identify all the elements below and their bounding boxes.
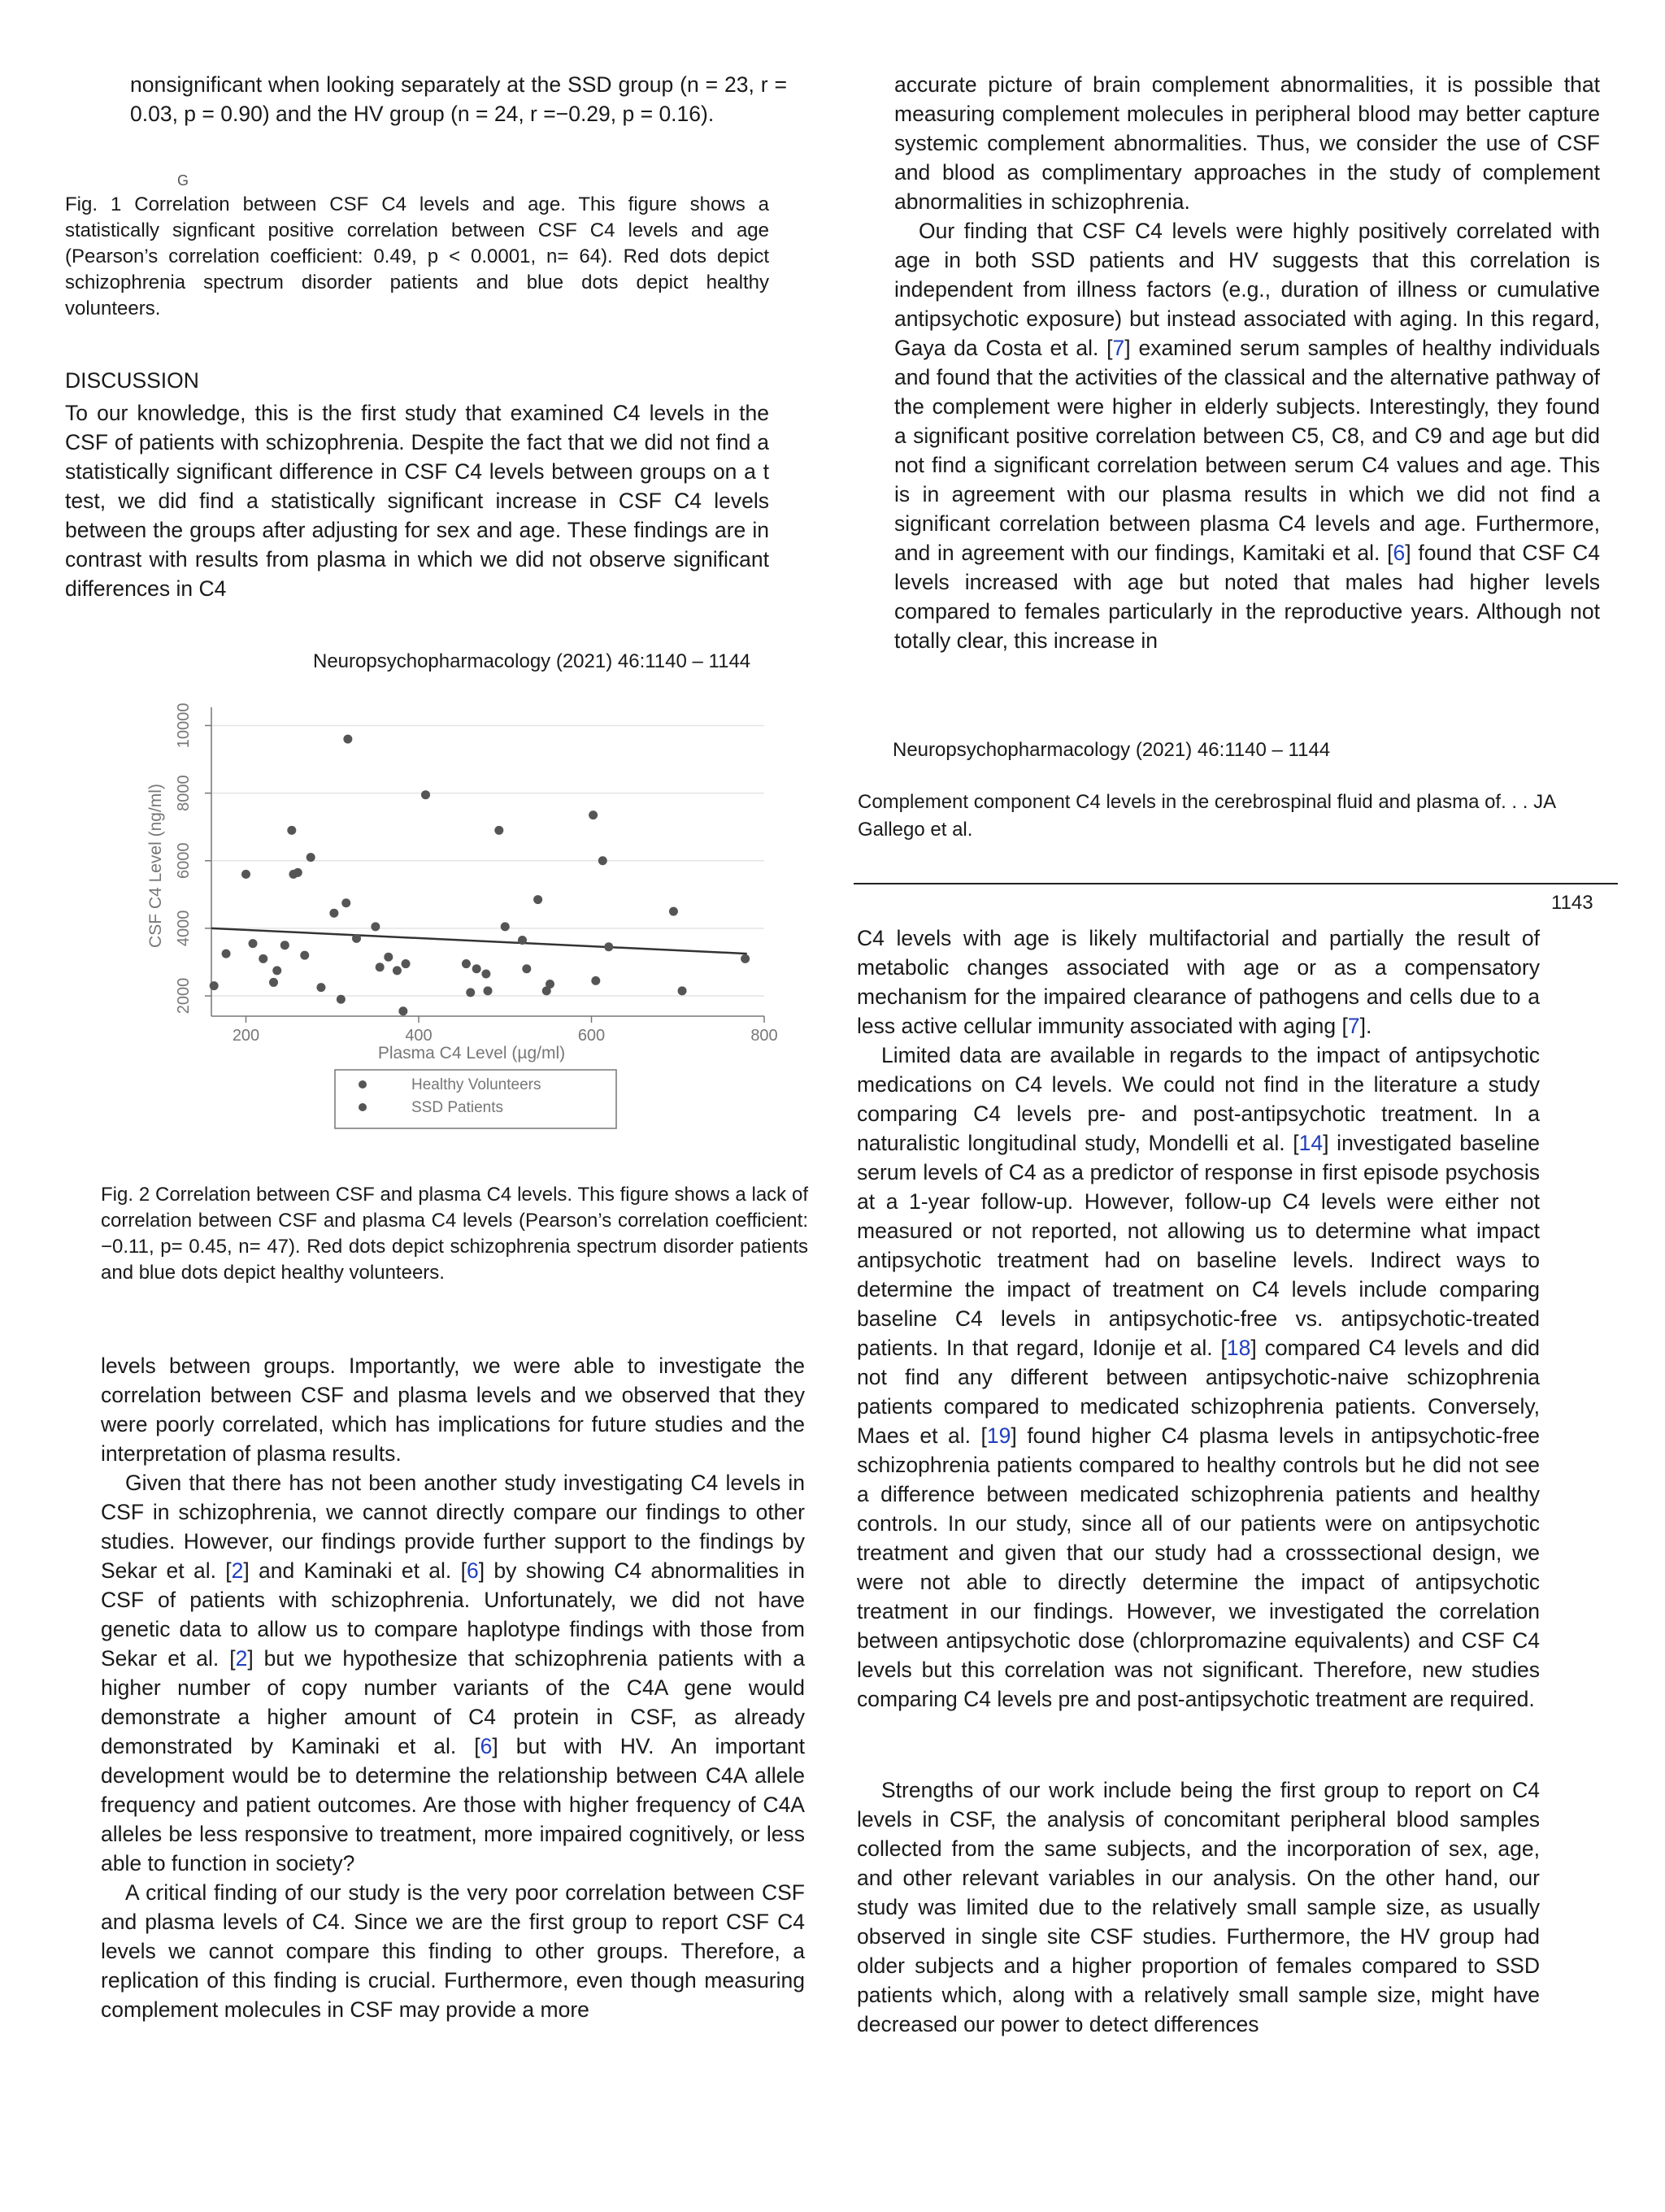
legend-marker [359,1103,367,1111]
data-point [343,735,352,744]
paragraph-critical: A critical finding of our study is the very poor correlation between CSF and plasma levels of C4. Since we are the first group to report CSF C4 levels we cannot compare this finding to other groups. Therefore, a replication of this finding is crucial. Furthermore, even though measuring complement molecules in CSF may provide a more [101,1880,805,2022]
data-point [337,995,346,1004]
y-tick-label: 10000 [175,702,193,749]
fig2-scatter-chart [98,691,797,1154]
paragraph-c4age: C4 levels with age is likely multifactorial and partially the result of metabolic changes associated with age or as a compensatory mechanism for the impaired clearance of pathogens and cells due to a less active cellular immunity associated with aging [7]. [857,926,1540,1038]
legend-marker [359,1080,367,1089]
citation-link[interactable]: 2 [235,1646,248,1671]
data-point [222,950,231,958]
y-tick-label: 2000 [175,977,193,1015]
data-point [341,898,350,907]
data-point [604,942,613,951]
fig2-caption: Fig. 2 Correlation between CSF and plasma C4 levels. This figure shows a lack of correlation between CSF and plasma C4 levels (Pearson’s correlation coefficient: −0.11, p= 0.45, n= 47). Red dots depict schizophrenia spectrum disorder patients and blue dots depict healthy volunteers. [101,1184,808,1284]
data-point [329,909,338,918]
y-tick-label: 6000 [175,842,193,880]
paragraph-top: nonsignificant when looking separately at the SSD group (n = 23, r = 0.03, p = 0.90) and the HV group (n = 24, r =−0.29, p = 0.16). [130,72,787,126]
data-point [466,988,475,997]
legend-label: SSD Patients [411,1099,503,1116]
citation-link[interactable]: 18 [1226,1336,1251,1360]
data-point [300,951,309,960]
y-tick-label: 4000 [175,910,193,947]
x-tick-label: 200 [232,1027,260,1045]
data-point [371,922,380,931]
paragraph-levels: levels between groups. Importantly, we were able to investigate the correlation between CSF and plasma levels and we observed that they were poorly correlated, which has implications for future studies and the interpretation of plasma results. [101,1354,805,1466]
data-point [316,983,325,992]
citation-link[interactable]: 19 [986,1423,1011,1448]
citation-link[interactable]: 6 [1393,541,1406,565]
fig1-glyph: G [177,172,189,189]
header-rule [854,883,1618,884]
journal-reference-left: Neuropsychopharmacology (2021) 46:1140 – 1144 [313,650,751,672]
regression-line [211,928,747,954]
data-point [241,870,250,879]
data-point [306,853,315,862]
journal-reference-right: Neuropsychopharmacology (2021) 46:1140 – 1144 [893,739,1331,761]
data-point [352,934,361,943]
data-point [272,966,281,975]
legend-label: Healthy Volunteers [411,1076,541,1093]
data-point [259,954,267,963]
data-point [280,941,289,950]
citation-link[interactable]: 7 [1112,336,1125,360]
data-point [421,790,430,799]
fig1-caption: Fig. 1 Correlation between CSF C4 levels and age. This figure shows a statistically signficant positive correlation between CSF C4 levels and age (Pearson’s correlation coefficient: 0.49, p < 0.0001, n= 64). Red dots depict schizophrenia spectrum disorder patients and blue dots depict healthy volunteers. [65,193,769,319]
data-point [384,953,393,962]
data-point [210,981,219,990]
discussion-heading: DISCUSSION [65,368,199,393]
y-tick-label: 8000 [175,775,193,811]
running-title: Complement component C4 levels in the cerebrospinal fluid and plasma of. . . JA Gallego et al. [858,791,1555,841]
paragraph-strengths: Strengths of our work include being the first group to report on C4 levels in CSF, the analysis of concomitant peripheral blood samples collected from the same subjects, and the incorporation of sex, age, and other relevant variables in our analysis. On the other hand, our study was limited due to the relatively small sample size, as usually observed in single site CSF studies. Furthermore, the HV group had older subjects and a higher proportion of females compared to SSD patients which, along with a relatively small sample size, might have decreased our power to detect differences [857,1778,1540,2036]
data-point [678,986,687,995]
paragraph-finding: Our finding that CSF C4 levels were highly positively correlated with age in both SSD patients and HV suggests that this correlation is independent from illness factors (e.g., duration of illness or cumulative antipsychotic exposure) but instead associated with aging. In this regard, Gaya da Costa et al. [7] examined serum samples of healthy individuals and found that the activities of the classical and the alternative pathway of the complement were higher in elderly subjects. Interestingly, they found a significant positive correlation between C5, C8, and C9 and age but did not find a significant correlation between serum C4 values and age. This is in agreement with our plasma results in which we did not find a significant correlation between plasma C4 levels and age. Furthermore, and in agreement with our findings, Kamitaki et al. [6] found that CSF C4 levels increased with age but noted that males had higher levels compared to females particularly in the reproductive years. Although not totally clear, this increase in [894,219,1600,653]
data-point [402,959,411,968]
data-point [494,826,503,835]
data-point [518,936,527,945]
data-point [598,856,607,865]
data-point [546,980,554,989]
data-point [589,810,598,819]
citation-link[interactable]: 2 [231,1558,244,1583]
data-point [249,939,258,948]
paragraph-limited: Limited data are available in regards to the impact of antipsychotic medications on C4 levels. We could not find in the literature a study comparing C4 levels pre- and post-antipsychotic treatment. In a naturalistic longitudinal study, Mondelli et al. [14] investigated baseline serum levels of C4 as a predictor of response in first episode psychosis at a 1-year follow-up. However, follow-up C4 levels were either not measured or not reported, not allowing us to determine what impact antipsychotic treatment had on baseline levels. Indirect ways to determine the impact of treatment on C4 levels include comparing baseline C4 levels in antipsychotic-free vs. antipsychotic-treated patients. In that regard, Idonije et al. [18] compared C4 levels and did not find any different between antipsychotic-naive schizophrenia patients compared to medicated schizophrenia patients. Conversely, Maes et al. [19] found higher C4 plasma levels in antipsychotic-free schizophrenia patients compared to healthy controls but he did not see a difference between medicated schizophrenia patients and healthy controls. In our study, since all of our patients were on antipsychotic treatment and given that our study had a crosssectional design, we were not able to directly determine the impact of antipsychotic treatment in our findings. However, we investigated the correlation between antipsychotic dose (chlorpromazine equivalents) and CSF C4 levels but this correlation was not significant. Therefore, new studies comparing C4 levels pre and post-antipsychotic treatment are required. [857,1043,1540,1711]
data-point [398,1006,407,1015]
data-point [741,954,750,963]
data-point [393,966,402,975]
citation-link[interactable]: 6 [480,1734,493,1758]
paragraph-given: Given that there has not been another study investigating C4 levels in CSF in schizophrenia, we cannot directly compare our findings to other studies. However, our findings provide further support to the findings by Sekar et al. [2] and Kaminaki et al. [6] by showing C4 abnormalities in CSF of patients with schizophrenia. Unfortunately, we did not have genetic data to allow us to compare haplotype findings with those from Sekar et al. [2] but we hypothesize that schizophrenia patients with a higher number of copy number variants of the C4A gene would demonstrate a higher amount of C4 protein in CSF, as already demonstrated by Kaminaki et al. [6] but with HV. An important development would be to determine the relationship between C4A allele frequency and patient outcomes. Are those with higher frequency of C4A alleles be less responsive to treatment, more impaired cognitively, or less able to function in society? [101,1471,805,1875]
discussion-paragraph: To our knowledge, this is the first study that examined C4 levels in the CSF of patients with schizophrenia. Despite the fact that we did not find a statistically significant difference in CSF C4 levels between groups on a t test, we did find a statistically significant increase in CSF C4 levels between the groups after adjusting for sex and age. These findings are in contrast with results from plasma in which we did not observe significant differences in C4 [65,401,769,601]
data-point [481,970,490,979]
data-point [501,922,510,931]
x-axis-label: Plasma C4 Level (µg/ml) [377,1044,566,1063]
x-tick-label: 400 [405,1027,433,1045]
citation-link[interactable]: 7 [1347,1014,1360,1038]
data-point [484,986,493,995]
data-point [269,978,278,987]
data-point [591,976,600,985]
citation-link[interactable]: 14 [1298,1131,1324,1155]
data-point [669,907,678,916]
data-point [522,964,531,973]
data-point [293,868,302,877]
data-point [287,826,296,835]
y-axis-label: CSF C4 Level (ng/ml) [146,784,165,948]
x-tick-label: 800 [750,1027,778,1045]
data-point [462,959,471,968]
page-number: 1143 [1551,892,1593,914]
citation-link[interactable]: 6 [466,1558,479,1583]
data-point [533,895,542,904]
data-point [472,964,481,973]
x-tick-label: 600 [577,1027,606,1045]
data-point [376,963,385,971]
paragraph-accurate: accurate picture of brain complement abnormalities, it is possible that measuring complement molecules in peripheral blood may better capture systemic complement abnormalities. Thus, we consider the use of CSF and blood as complimentary approaches in the study of complement abnormalities in schizophrenia. [894,72,1600,214]
